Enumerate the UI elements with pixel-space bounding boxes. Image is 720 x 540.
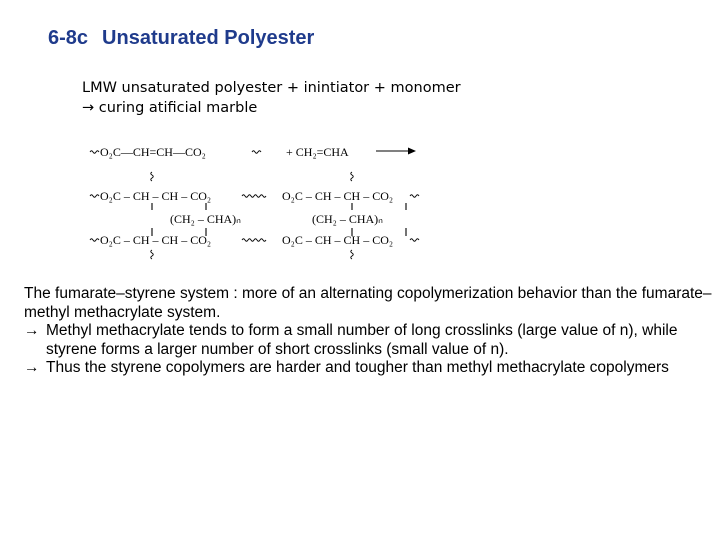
chain-unit-right: O₂C – CH – CH – CO₂	[282, 189, 394, 203]
chain-unit-left: O₂C – CH – CH – CO₂	[100, 189, 212, 203]
squiggle-bond	[151, 250, 154, 259]
chain-wave	[410, 195, 419, 198]
intro-paragraph: The fumarate–styrene system : more of an alternating copolymerization behavior than the fumarate–methyl methacrylate system.	[24, 285, 712, 321]
chain-wave	[90, 239, 99, 242]
bullet-item	[24, 322, 714, 359]
reaction-line-1: LMW unsaturated polyester + inintiator + monomer	[82, 80, 461, 96]
chain-wave	[410, 239, 419, 242]
slide-title	[48, 27, 314, 50]
squiggle-bond	[351, 172, 354, 181]
arrow-bullet: →	[24, 322, 40, 340]
bullet-text: Thus the styrene copolymers are harder and tougher than methyl methacrylate copolymers	[46, 359, 669, 377]
monomer-label: + CH₂=CHA	[286, 145, 349, 159]
chain-wave	[242, 239, 266, 242]
bullet-item	[24, 359, 714, 378]
chain-wave	[90, 195, 99, 198]
reactant-fragment: O₂C—CH=CH—CO₂	[100, 145, 206, 159]
reaction-arrow-head	[408, 148, 416, 155]
squiggle-bond	[351, 250, 354, 259]
bullet-text: Methyl methacrylate tends to form a small number of long crosslinks (large value of n), while styrene forms a larger number of short crosslinks (small value of n).	[46, 322, 678, 358]
chain-wave	[242, 195, 266, 198]
reaction-line-2: → curing atificial marble	[82, 100, 258, 116]
section-number: 6-8c	[48, 27, 89, 49]
chain-unit-left: O₂C – CH – CH – CO₂	[100, 233, 212, 247]
section-title: Unsaturated Polyester	[102, 27, 315, 49]
arrow-bullet: →	[24, 359, 40, 377]
chain-unit-right: O₂C – CH – CH – CO₂	[282, 233, 394, 247]
chain-wave	[252, 151, 261, 154]
chain-wave	[90, 151, 99, 154]
crosslinking-reaction-diagram	[86, 130, 426, 272]
crosslink-left: (CH₂ – CHA)ₙ	[170, 212, 241, 226]
crosslink-right: (CH₂ – CHA)ₙ	[312, 212, 383, 226]
squiggle-bond	[151, 172, 154, 181]
explanation-text	[24, 285, 714, 378]
reaction-summary	[82, 78, 461, 118]
